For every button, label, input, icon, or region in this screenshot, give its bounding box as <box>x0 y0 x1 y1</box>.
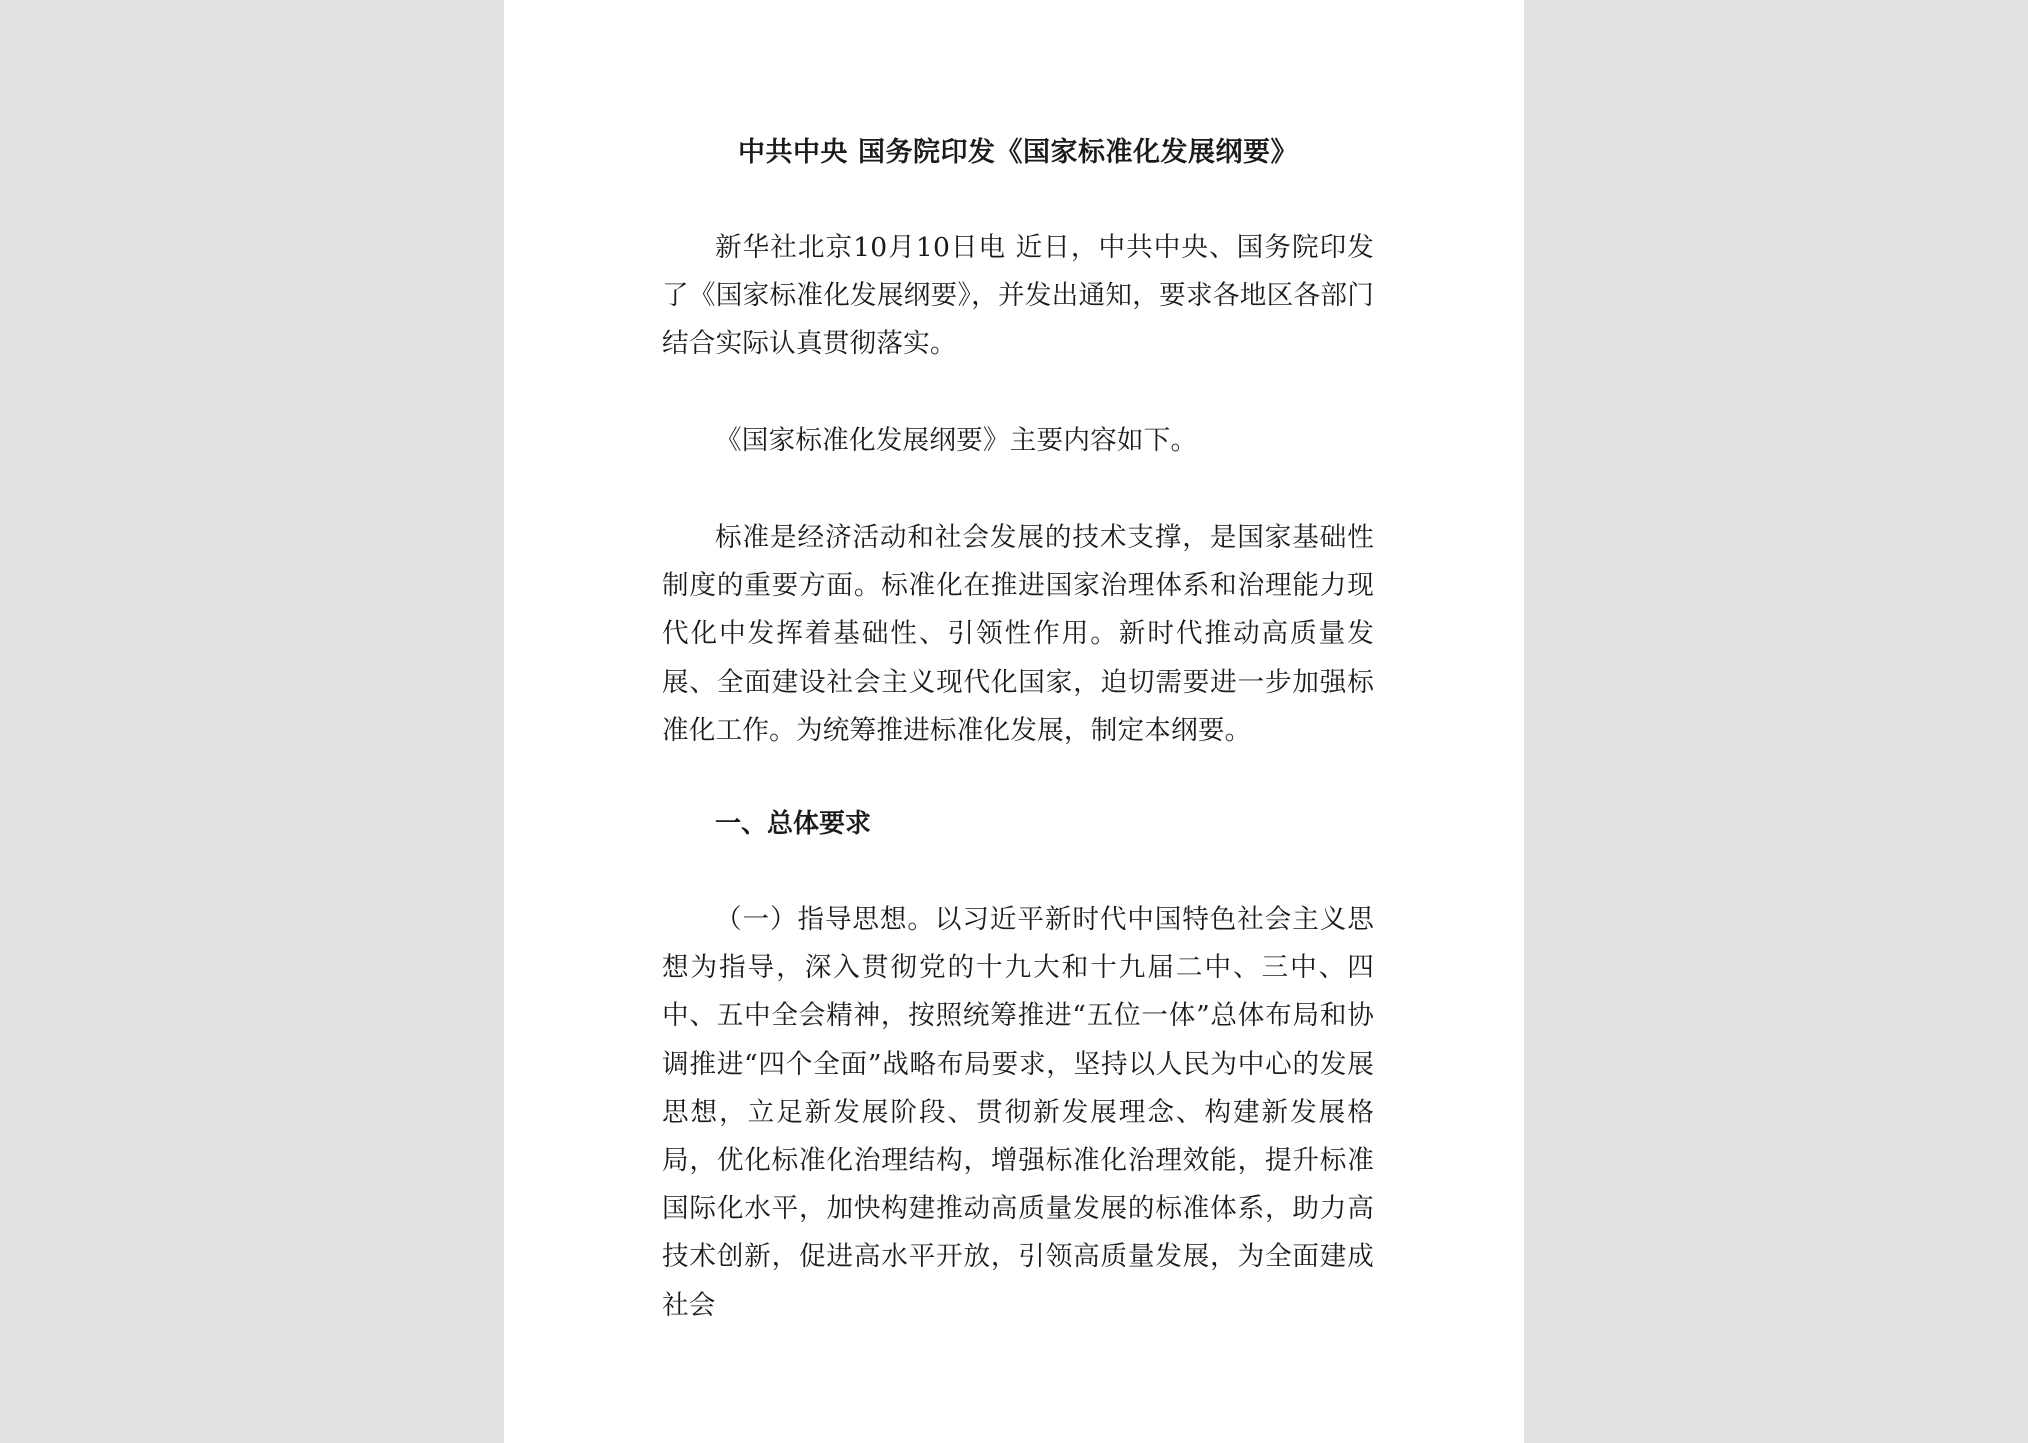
section-heading: 一、总体要求 <box>715 809 872 839</box>
paragraph-guiding-thought: （一）指导思想。以习近平新时代中国特色社会主义思想为指导，深入贯彻党的十九大和十九届二中、三中、四中、五中全会精神，按照统筹推进“五位一体”总体布局和协调推进“四个全面”战略布局要求，坚持以人民为中心的发展思想，立足新发展阶段、贯彻新发展理念、构建新发展格局，优化标准化治理结构，增强标准化治理效能，提升标准国际化水平，加快构建推动高质量发展的标准体系，助力高技术创新，促进高水平开放，引领高质量发展，为全面建成社会 <box>662 904 1374 1321</box>
document-page <box>504 0 1524 1443</box>
paragraph-news-lead: 新华社北京10月10日电 近日，中共中央、国务院印发了《国家标准化发展纲要》，并发出通知，要求各地区各部门结合实际认真贯彻落实。 <box>662 232 1374 360</box>
document-title: 中共中央 国务院印发《国家标准化发展纲要》 <box>738 137 1298 168</box>
paragraph-preamble: 标准是经济活动和社会发展的技术支撑，是国家基础性制度的重要方面。标准化在推进国家治理体系和治理能力现代化中发挥着基础性、引领性作用。新时代推动高质量发展、全面建设社会主义现代化国家，迫切需要进一步加强标准化工作。为统筹推进标准化发展，制定本纲要。 <box>662 522 1374 746</box>
paragraph-intro: 《国家标准化发展纲要》主要内容如下。 <box>715 425 1198 456</box>
